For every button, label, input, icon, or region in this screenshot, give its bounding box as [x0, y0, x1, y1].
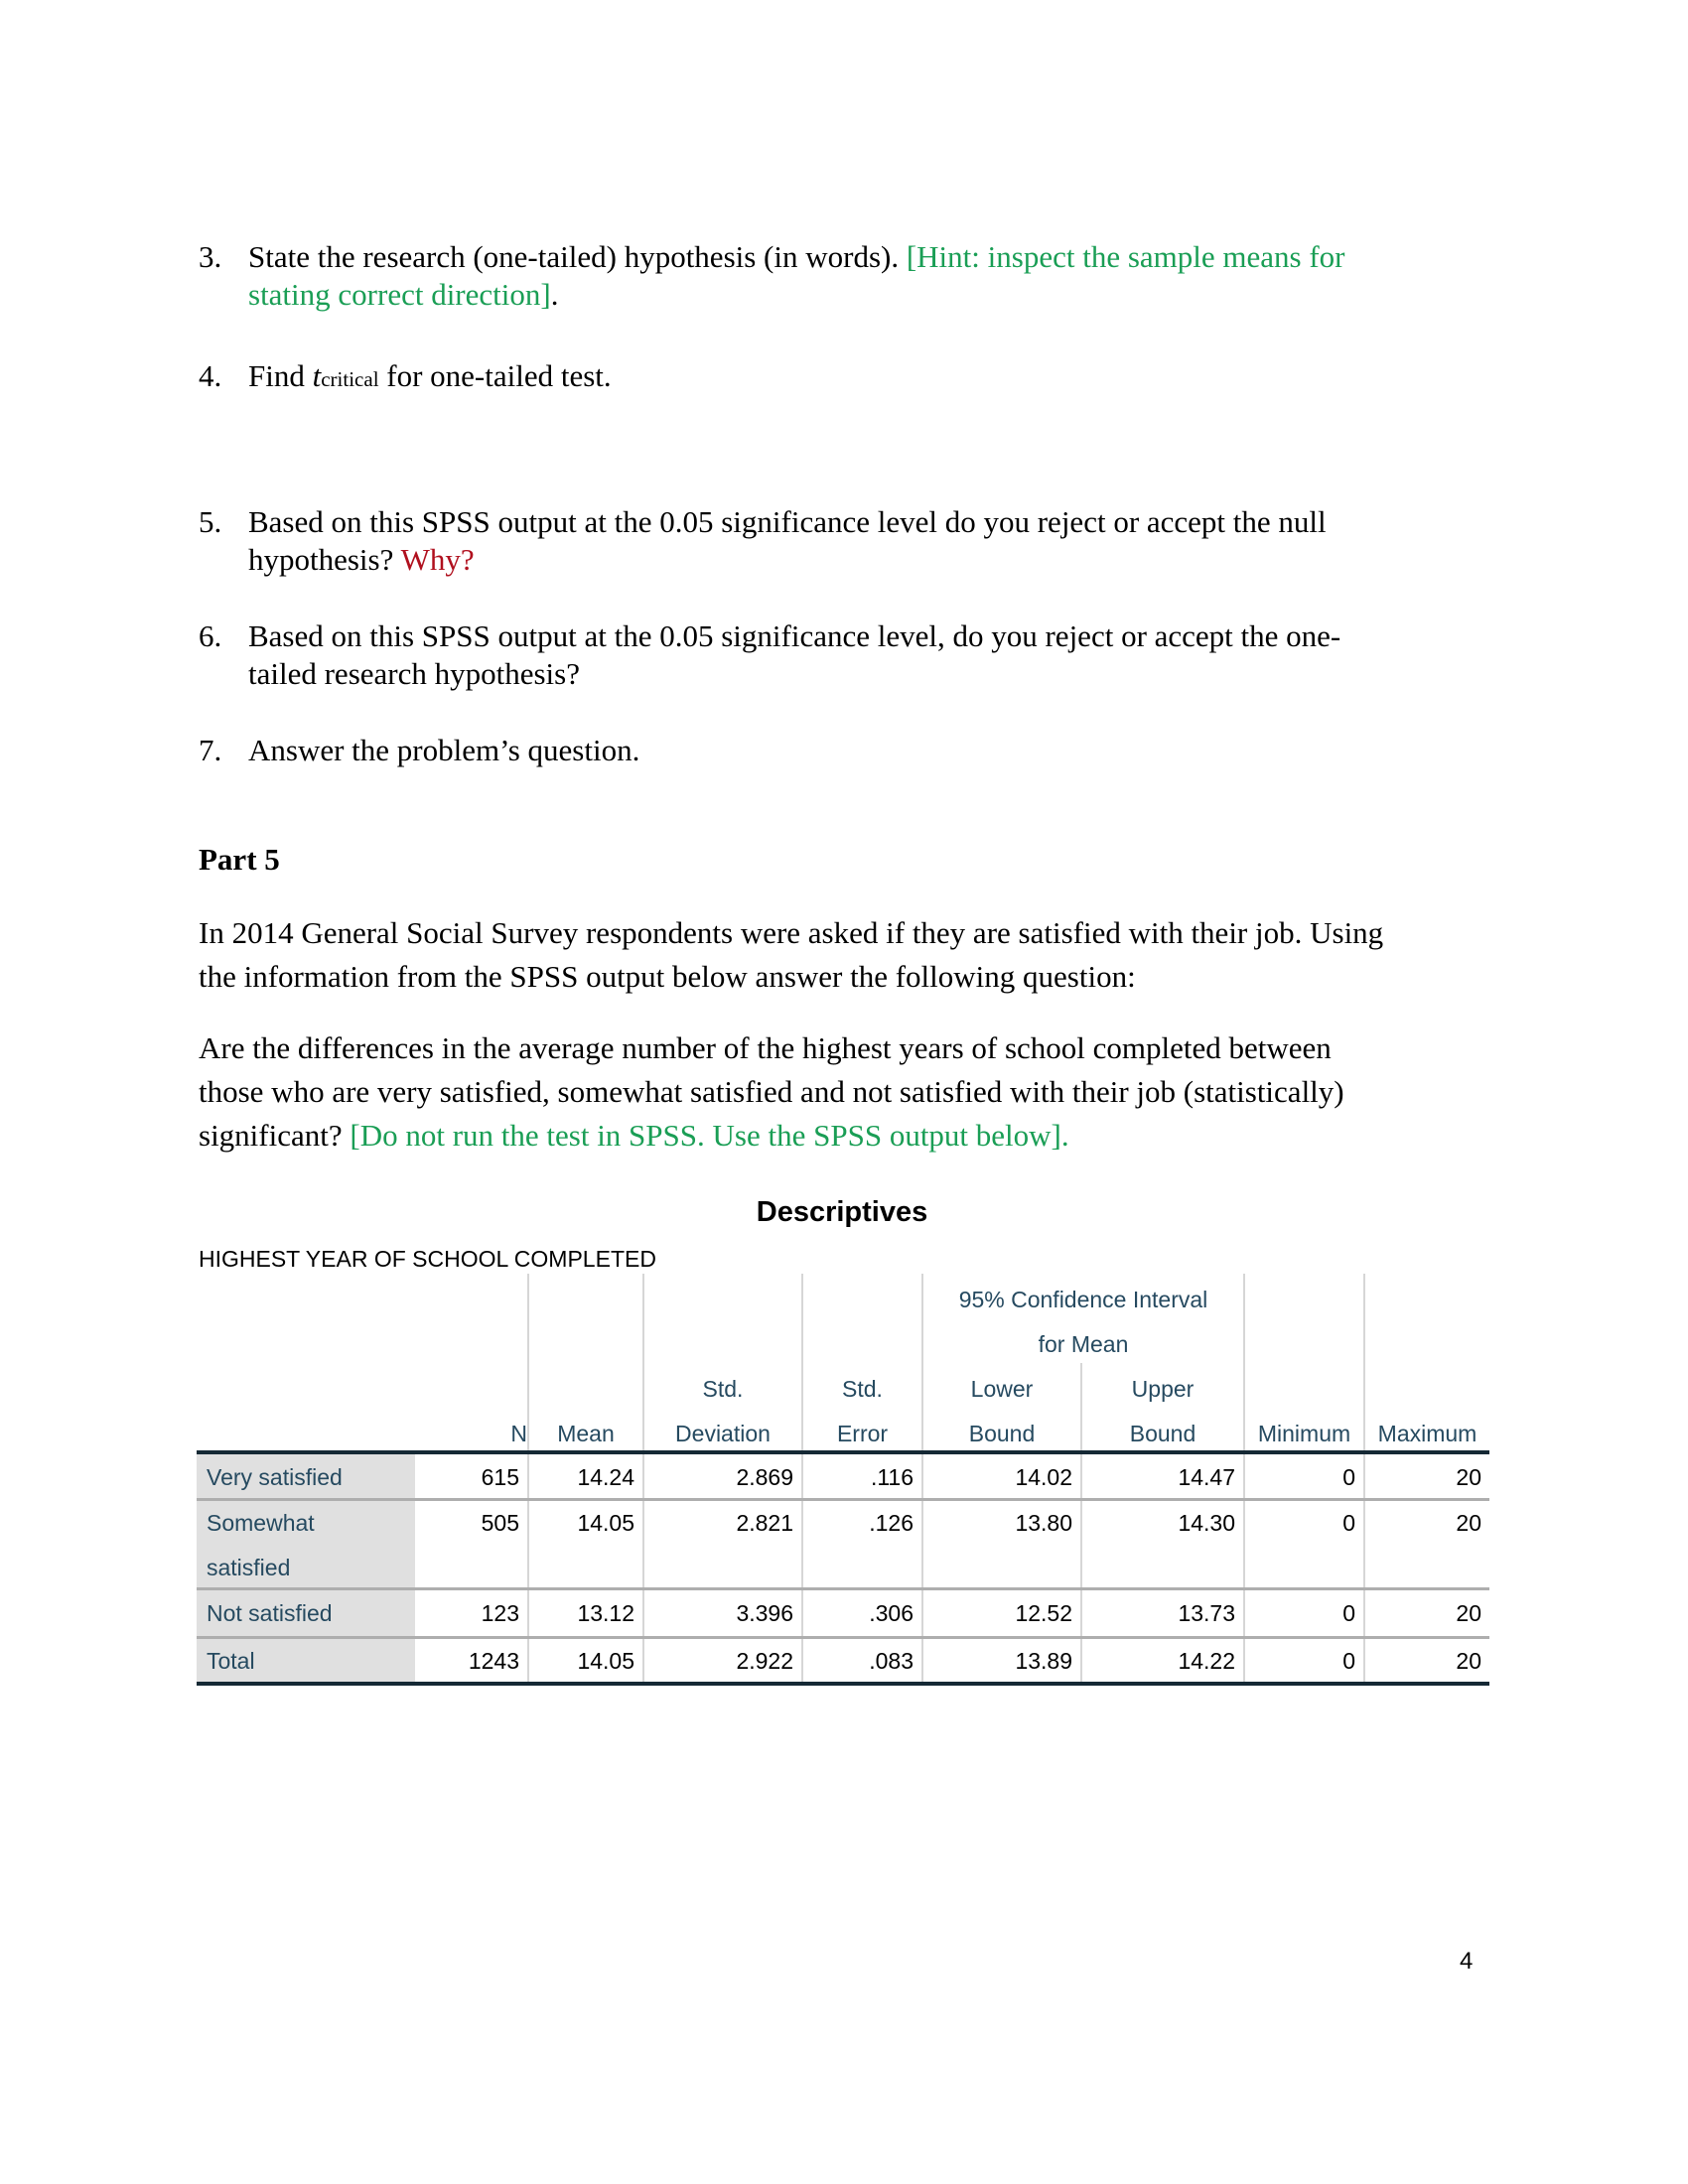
cell-mean: 14.24 — [577, 1464, 634, 1490]
question-text: Based on this SPSS output at the 0.05 significance level, do you reject or accept the one- — [248, 618, 1341, 653]
question-number: 7. — [199, 733, 222, 767]
row-label-very-satisfied: Very satisfied — [207, 1464, 343, 1490]
cell-se: .306 — [869, 1600, 914, 1626]
question-number: 3. — [199, 239, 222, 274]
header-lower-line1: Lower — [970, 1376, 1034, 1402]
cell-upper: 13.73 — [1178, 1600, 1235, 1626]
question-line: significant? — [199, 1118, 351, 1153]
cell-n: 615 — [481, 1464, 519, 1490]
row-divider — [197, 1587, 1489, 1590]
header-std-dev-line1: Std. — [702, 1376, 744, 1402]
header-mean: Mean — [557, 1421, 615, 1446]
header-n: N — [510, 1421, 527, 1446]
cell-n: 123 — [481, 1600, 519, 1626]
research-question-paragraph — [199, 1026, 1509, 1158]
page-number: 4 — [1460, 1948, 1474, 1975]
cell-sd: 2.869 — [736, 1464, 793, 1490]
bottom-rule — [197, 1682, 1489, 1686]
row-divider — [197, 1498, 1489, 1501]
intro-paragraph — [199, 911, 1509, 999]
question-line: Are the differences in the average number of the highest years of school completed between — [199, 1030, 1332, 1065]
cell-upper: 14.30 — [1178, 1510, 1235, 1536]
header-lower-line2: Bound — [968, 1421, 1036, 1446]
intro-line: In 2014 General Social Survey respondents were asked if they are satisfied with their job. Using — [199, 915, 1384, 950]
cell-sd: 3.396 — [736, 1600, 793, 1626]
header-minimum: Minimum — [1257, 1421, 1351, 1446]
part-heading: Part 5 — [199, 842, 280, 877]
cell-min: 0 — [1342, 1464, 1355, 1490]
header-std-err-line1: Std. — [842, 1376, 883, 1402]
header-std-err-line2: Error — [836, 1421, 889, 1446]
hint-text-continued: stating correct direction] — [248, 277, 551, 312]
question-number: 4. — [199, 358, 222, 393]
hint-text: [Do not run the test in SPSS. Use the SPSS output below]. — [350, 1118, 1069, 1153]
cell-mean: 14.05 — [577, 1510, 634, 1536]
cell-se: .116 — [870, 1464, 914, 1490]
cell-lower: 12.52 — [1015, 1600, 1072, 1626]
cell-min: 0 — [1342, 1600, 1355, 1626]
cell-se: .126 — [869, 1510, 914, 1536]
why-text: Why? — [400, 542, 475, 577]
question-number: 5. — [199, 504, 222, 539]
t-symbol: t — [312, 358, 322, 393]
descriptives-table — [197, 1274, 1489, 1686]
row-label-total: Total — [207, 1648, 255, 1674]
cell-min: 0 — [1342, 1510, 1355, 1536]
intro-line: the information from the SPSS output below answer the following question: — [199, 959, 1136, 994]
cell-mean: 14.05 — [577, 1648, 634, 1674]
period: . — [550, 277, 559, 312]
cell-max: 20 — [1456, 1600, 1481, 1626]
cell-lower: 14.02 — [1015, 1464, 1072, 1490]
header-maximum: Maximum — [1377, 1421, 1477, 1446]
cell-lower: 13.80 — [1015, 1510, 1072, 1536]
cell-max: 20 — [1456, 1510, 1481, 1536]
question-text: Find — [248, 358, 313, 393]
row-label-somewhat-satisfied: Somewhat — [207, 1510, 315, 1536]
cell-lower: 13.89 — [1015, 1648, 1072, 1674]
cell-sd: 2.922 — [736, 1648, 793, 1674]
row-label-not-satisfied: Not satisfied — [207, 1600, 333, 1626]
cell-max: 20 — [1456, 1648, 1481, 1674]
hint-text: [Hint: inspect the sample means for — [906, 239, 1345, 274]
cell-n: 1243 — [468, 1648, 519, 1674]
question-text: Based on this SPSS output at the 0.05 significance level do you reject or accept the null — [248, 504, 1327, 539]
cell-upper: 14.22 — [1178, 1648, 1235, 1674]
row-divider — [197, 1636, 1489, 1639]
t-subscript: critical — [321, 367, 379, 391]
question-text-continued: tailed research hypothesis? — [248, 656, 580, 691]
row-label-somewhat-satisfied-line2: satisfied — [207, 1555, 291, 1580]
header-upper-line1: Upper — [1131, 1376, 1195, 1402]
question-number: 6. — [199, 618, 222, 653]
table-title: Descriptives — [756, 1196, 928, 1228]
question-line: those who are very satisfied, somewhat satisfied and not satisfied with their job (statistically) — [199, 1074, 1344, 1109]
question-text: State the research (one-tailed) hypothesis (in words). — [248, 239, 907, 274]
table-variable-label: HIGHEST YEAR OF SCHOOL COMPLETED — [199, 1246, 656, 1272]
question-text-end: for one-tailed test. — [378, 358, 612, 393]
cell-se: .083 — [869, 1648, 914, 1674]
cell-max: 20 — [1456, 1464, 1481, 1490]
cell-upper: 14.47 — [1178, 1464, 1235, 1490]
header-ci-line1: 95% Confidence Interval — [958, 1287, 1208, 1312]
header-ci-line2: for Mean — [1038, 1331, 1129, 1357]
header-std-dev-line2: Deviation — [675, 1421, 771, 1446]
cell-n: 505 — [481, 1510, 519, 1536]
question-text-continued: hypothesis? — [248, 542, 401, 577]
cell-mean: 13.12 — [577, 1600, 634, 1626]
question-text: Answer the problem’s question. — [248, 733, 640, 767]
cell-min: 0 — [1342, 1648, 1355, 1674]
cell-sd: 2.821 — [736, 1510, 793, 1536]
header-rule — [197, 1450, 1489, 1454]
header-upper-line2: Bound — [1129, 1421, 1196, 1446]
